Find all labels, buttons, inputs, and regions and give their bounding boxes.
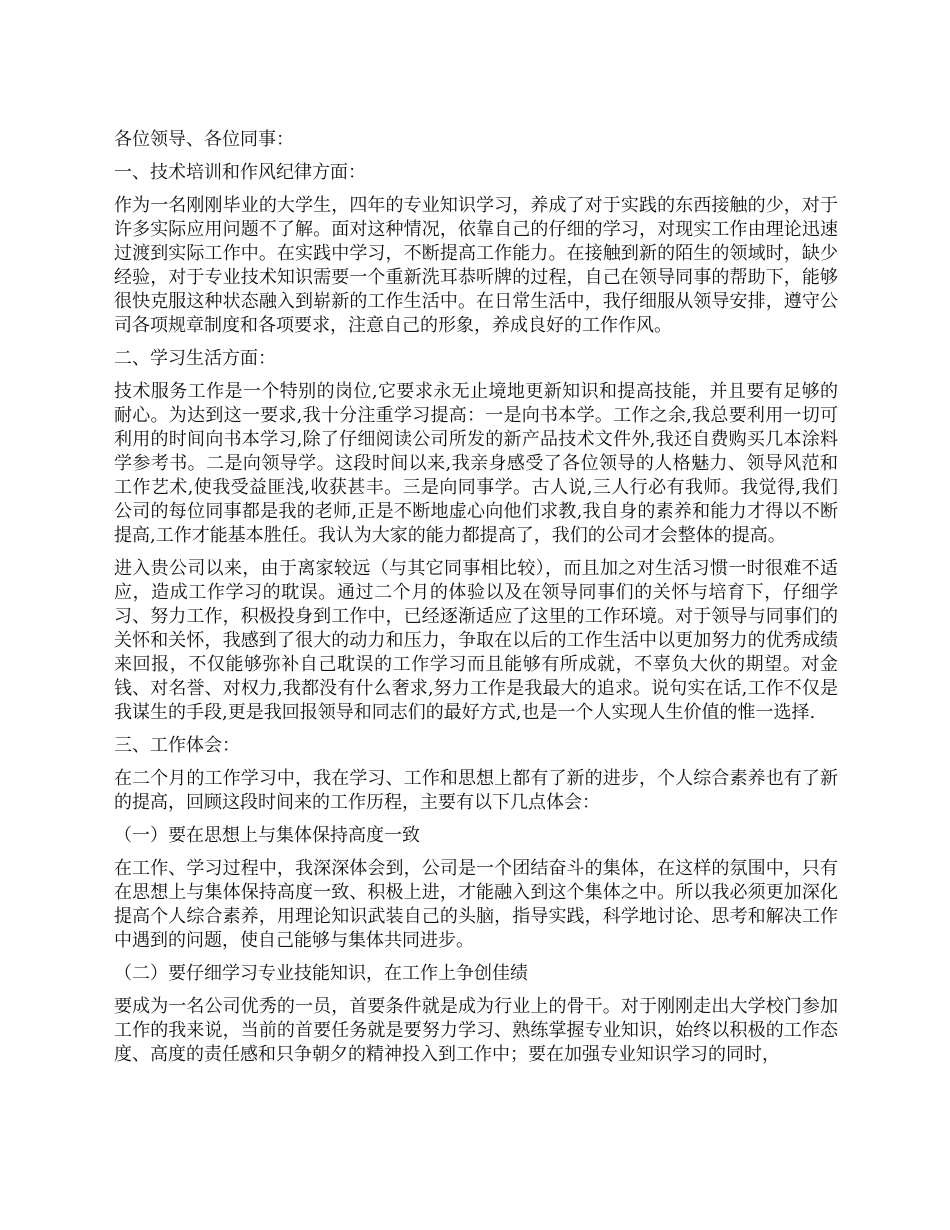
- section-heading-3: 三、工作体会：: [114, 735, 240, 756]
- subsection-heading-2: （二）要仔细学习专业技能知识，在工作上争创佳绩: [114, 963, 528, 984]
- section-2-paragraph-2: 进入贵公司以来，由于离家较远（与其它同事相比较），而且加之对生活习惯一时很难不适应，造成工作学习的耽误。通过二个月的体验以及在领导同事们的关怀与培育下，仔细学习、努力工作，积极投身到工作中，已经逐渐适应了这里的工作环境。对于领导与同事们的关怀和关怀，我感到了很大的动力和压力，争取在以后的工作生活中以更加努力的优秀成绩来回报，不仅能够弥补自己耽误的工作学习而且能够有所成就，不辜负大伙的期望。对金钱、对名誉、对权力,我都没有什么奢求,努力工作是我最大的追求。说句实在话,工作不仅是我谋生的手段,更是我回报领导和同志们的最好方式,也是一个人实现人生价值的惟一选择.: [114, 558, 838, 723]
- subsection-2-paragraph: 要成为一名公司优秀的一员，首要条件就是成为行业上的骨干。对于刚刚走出大学校门参加工作的我来说，当前的首要任务就是要努力学习、熟练掌握专业知识，始终以积极的工作态度、高度的责任感和只争朝夕的精神投入到工作中；要在加强专业知识学习的同时，: [114, 996, 838, 1065]
- subsection-heading-1: （一）要在思想上与集体保持高度一致: [114, 825, 420, 846]
- document-body: [114, 128, 838, 1076]
- section-heading-1: 一、技术培训和作风纪律方面：: [114, 162, 366, 183]
- section-3-paragraph-1: 在二个月的工作学习中，我在学习、工作和思想上都有了新的进步，个人综合素养也有了新的提高，回顾这段时间来的工作历程，主要有以下几点体会：: [114, 768, 838, 813]
- section-1-paragraph-1: 作为一名刚刚毕业的大学生，四年的专业知识学习，养成了对于实践的东西接触的少，对于许多实际应用问题不了解。面对这种情况，依靠自己的仔细的学习，对现实工作由理论迅速过渡到实际工作中。在实践中学习，不断提高工作能力。在接触到新的陌生的领域时，缺少经验，对于专业技术知识需要一个重新洗耳恭听牌的过程，自己在领导同事的帮助下，能够很快克服这种状态融入到崭新的工作生活中。在日常生活中，我仔细服从领导安排，遵守公司各项规章制度和各项要求，注意自己的形象，养成良好的工作作风。: [114, 195, 838, 336]
- subsection-1-paragraph: 在工作、学习过程中，我深深体会到，公司是一个团结奋斗的集体，在这样的氛围中，只有在思想上与集体保持高度一致、积极上进，才能融入到这个集体之中。所以我必须更加深化提高个人综合素养，用理论知识武装自己的头脑，指导实践，科学地讨论、思考和解决工作中遇到的问题，使自己能够与集体共同进步。: [114, 858, 838, 951]
- section-heading-2: 二、学习生活方面：: [114, 348, 276, 369]
- salutation: 各位领导、各位同事：: [114, 129, 294, 150]
- section-2-paragraph-1: 技术服务工作是一个特别的岗位,它要求永无止境地更新知识和提高技能，并且要有足够的耐心。为达到这一要求,我十分注重学习提高：一是向书本学。工作之余,我总要利用一切可利用的时间向书本学习,除了仔细阅读公司所发的新产品技术文件外,我还自费购买几本涂料学参考书。二是向领导学。这段时间以来,我亲身感受了各位领导的人格魅力、领导风范和工作艺术,使我受益匪浅,收获甚丰。三是向同事学。古人说,三人行必有我师。我觉得,我们公司的每位同事都是我的老师,正是不断地虚心向他们求教,我自身的素养和能力才得以不断提高,工作才能基本胜任。我认为大家的能力都提高了，我们的公司才会整体的提高。: [114, 381, 838, 546]
